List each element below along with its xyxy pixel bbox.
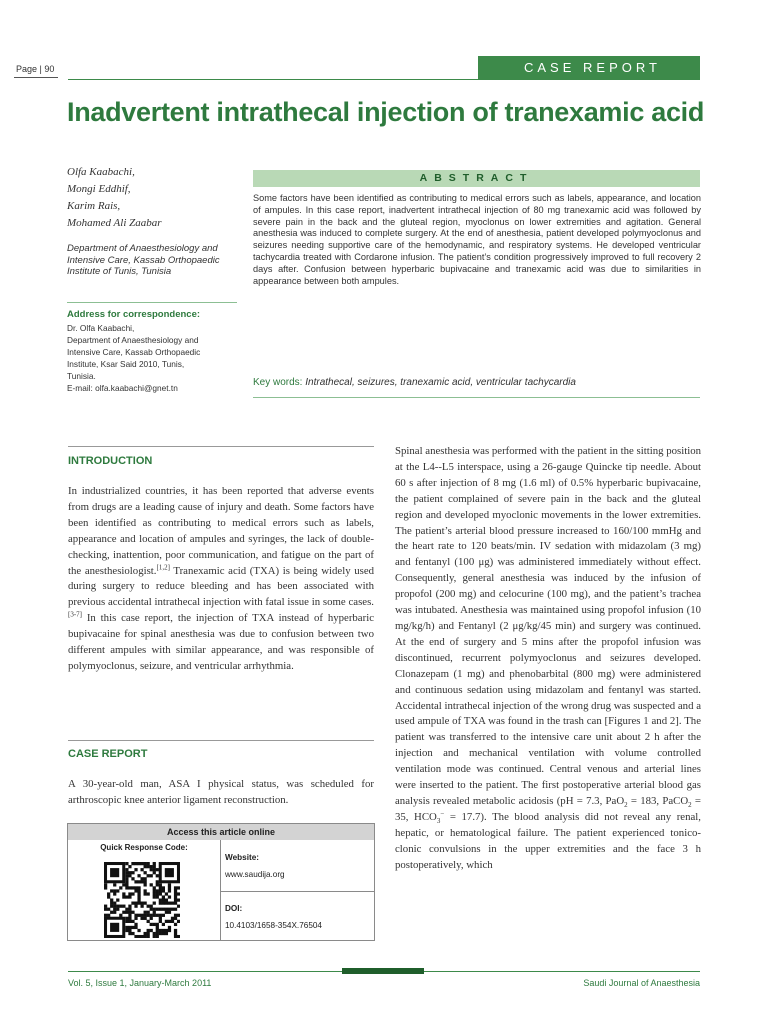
website-label: Website: bbox=[225, 853, 259, 862]
author-name: Mohamed Ali Zaabar bbox=[67, 217, 162, 229]
section-rule bbox=[68, 446, 374, 447]
text-run: In industrialized countries, it has been reported that adverse events from drugs are a leading cause of injury and death. Some factors have been identified as contributing to medical errors such as labels, appearance and location of ampules and syringes, the lack of double-checking, inattention, poor communication, and fatigue on the part of the anesthesiologist. bbox=[68, 485, 374, 577]
website-link[interactable]: www.saudija.org bbox=[225, 870, 285, 879]
doi-label: DOI: bbox=[225, 904, 243, 913]
author-name: Mongi Eddhif, bbox=[67, 183, 131, 195]
footer-issue: Vol. 5, Issue 1, January-March 2011 bbox=[68, 978, 212, 988]
subscript: 2 bbox=[624, 801, 628, 810]
affiliation: Department of Anaesthesiology and Intensive Care, Kassab Orthopaedic Institute of Tunis, Tunisia bbox=[67, 243, 220, 277]
correspondence-rule bbox=[67, 302, 237, 303]
access-box-heading: Access this article online bbox=[68, 824, 374, 840]
page-number: Page | 90 bbox=[16, 64, 55, 74]
page-number-rule bbox=[14, 77, 58, 78]
author-list bbox=[67, 164, 247, 232]
citation[interactable]: [3-7] bbox=[68, 610, 82, 619]
qr-label: Quick Response Code: bbox=[100, 843, 188, 852]
author-name: Karim Rais, bbox=[67, 200, 121, 212]
qr-code-graphic bbox=[104, 862, 180, 938]
keywords-rule bbox=[253, 397, 700, 398]
text-run: In this case report, the injection of TXA instead of hyperbaric bupivacaine for spinal anesthesia was due to confusion between two different ampules with similar appearance, and was responsible of polymyoclonus, seizure, and ventricular arrhythmia. bbox=[68, 612, 374, 672]
email-link[interactable]: E-mail: olfa.kaabachi@gnet.tn bbox=[67, 383, 178, 393]
footer-mark bbox=[342, 968, 424, 974]
subscript: 2 bbox=[688, 801, 692, 810]
subscript: 3 bbox=[436, 817, 441, 825]
correspondence-heading: Address for correspondence: bbox=[67, 309, 201, 320]
text-run: Spinal anesthesia was performed with the patient in the sitting position at the L4--L5 interspace, using a 26-gauge Quincke tip needle. About 60 s after injection of 8 mg (1.6 ml) of 0.5% hyperbaric bupivacaine, the patient complained of severe pain in the back and the gluteal region and developed myoclonic movements in the lower extremities. The patient’s arterial blood pressure increased to 160/100 mmHg and the heart rate to 120 beats/min. IV sedation with midazolam (3 mg) and fentanyl (100 μg) was administered immediately without effect. Consequently, general anesthesia was induced by the infusion of propofol (200 mg) and celocurine (100 mg), and the patient’s trachea was intubated. Anesthesia was maintained using propofol infusion (10 mg/kg/h) and Fentanyl (2 μg/kg/45 min) and surgery was continued. At the end of surgery and 5 mins after the propofol infusion was discontinued, recurrent polymyoclonus and seizures developed. Clonazepam (1 mg) and phenobarbital (800 mg) were administered and continuous sedation using midazolam and fentanyl was started. Accidental intrathecal injection of the wrong drug was suspected and a used ampule of TXA was found in the trash can [Figures 1 and 2]. The patient was transferred to the intensive care unit about 2 h after the injection and mechanical ventilation with volume controlled ventilation mode was continued. Central venous and arterial lines were inserted to the patient. The first postoperative arterial blood gas analysis revealed metabolic acidosis (pH = 7.3, PaO bbox=[395, 445, 701, 807]
address-line: Department of Anaesthesiology and bbox=[67, 335, 199, 345]
keywords-text: Intrathecal, seizures, tranexamic acid, ventricular tachycardia bbox=[305, 377, 576, 388]
text-run: = 35, HCO bbox=[395, 794, 701, 823]
footer-journal: Saudi Journal of Anaesthesia bbox=[583, 978, 700, 988]
keywords bbox=[253, 377, 703, 388]
address-line: Intensive Care, Kassab Orthopaedic bbox=[67, 347, 201, 357]
doi-link[interactable]: 10.4103/1658-354X.76504 bbox=[225, 921, 322, 930]
access-box-divider bbox=[220, 840, 221, 940]
case-report-continuation bbox=[395, 444, 701, 873]
introduction-paragraph bbox=[68, 484, 374, 675]
correspondence-address bbox=[67, 322, 247, 394]
address-line: Dr. Olfa Kaabachi, bbox=[67, 323, 135, 333]
header-rule bbox=[68, 79, 700, 80]
citation[interactable]: [1,2] bbox=[156, 562, 170, 571]
text-run: Tranexamic acid (TXA) is being widely used during surgery to reduce bleeding and has been associated with previous accidental intrathecal injection with fatal issue in some cases. bbox=[68, 564, 375, 609]
abstract-heading: ABSTRACT bbox=[253, 170, 700, 187]
case-report-heading: CASE REPORT bbox=[68, 748, 148, 760]
superscript: − bbox=[440, 809, 445, 818]
qr-code[interactable] bbox=[104, 862, 180, 938]
text-run: = 17.7). The blood analysis did not reveal any renal, hepatic, or hematological failure. The patient experienced tonico-clonic convulsions in the upper extremities and the face 3 h postoperatively, which bbox=[395, 810, 701, 871]
text-run: = 183, PaCO bbox=[627, 794, 689, 807]
author-name: Olfa Kaabachi, bbox=[67, 166, 135, 178]
section-rule bbox=[68, 740, 374, 741]
abstract-text: Some factors have been identified as contributing to medical errors such as labels, appearance, and location of ampules. In this case report, inadvertent intrathecal injection of 80 mg tranexamic acid was followed by severe pain in the back and the gluteal region, myoclonus on lower extremities and agitation. General anesthesia was induced to complete surgery. At the end of anesthesia, patient developed polymyoclonus and seizures needing supportive care of the hemodynamic, and respiratory systems. He developed ventricular tachycardia treated with Cordarone infusion. The patient’s condition progressively improved to full recovery 2 days after. Confusion between hyperbaric bupivacaine and tranexamic acid was due to similarities in appearance between both ampules. bbox=[253, 193, 701, 286]
address-line: Tunisia. bbox=[67, 371, 96, 381]
section-band: CASE REPORT bbox=[478, 56, 700, 79]
address-line: Institute, Ksar Said 2010, Tunis, bbox=[67, 359, 185, 369]
introduction-heading: INTRODUCTION bbox=[68, 455, 153, 467]
article-title: Inadvertent intrathecal injection of tranexamic acid bbox=[67, 97, 705, 127]
case-report-paragraph: A 30-year-old man, ASA I physical status, was scheduled for arthroscopic knee anterior ligament reconstruction. bbox=[68, 778, 374, 806]
keywords-label: Key words: bbox=[253, 377, 303, 388]
access-box-divider bbox=[221, 891, 374, 892]
